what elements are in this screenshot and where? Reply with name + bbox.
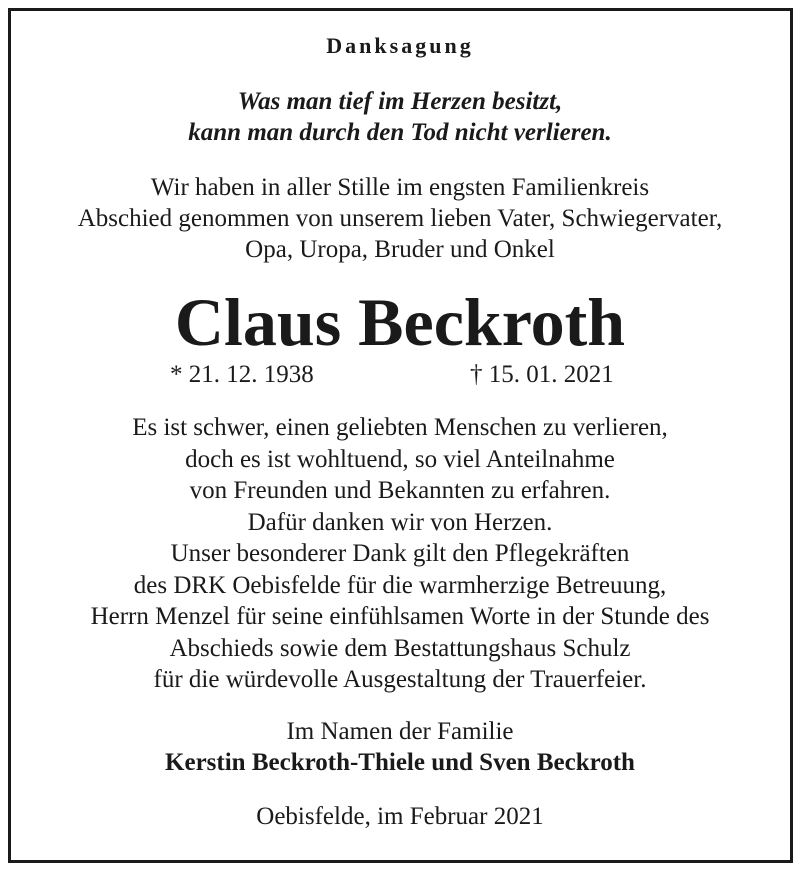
intro-text [0, 172, 800, 265]
birth-date: * 21. 12. 1938 [170, 361, 314, 388]
thanks-line: für die würdevolle Ausgestaltung der Trauerfeier. [153, 666, 647, 693]
death-date: † 15. 01. 2021 [470, 361, 614, 388]
family-names: Kerstin Beckroth-Thiele und Sven Beckroth [165, 749, 635, 776]
thanks-line: Es ist schwer, einen geliebten Menschen zu verlieren, [132, 414, 668, 441]
place-and-date: Oebisfelde, im Februar 2021 [256, 803, 544, 830]
deceased-name: Claus Beckroth [174, 284, 626, 360]
signature-block [0, 716, 800, 778]
thanks-line: von Freunden und Bekannten zu erfahren. [189, 477, 611, 504]
thanks-line: des DRK Oebisfelde für die warmherzige Betreuung, [133, 571, 667, 599]
thanks-line: doch es ist wohltuend, so viel Anteilnahme [185, 445, 615, 473]
on-behalf-text: Im Namen der Familie [286, 718, 514, 745]
intro-line: Opa, Uropa, Bruder und Onkel [245, 236, 555, 263]
notice-heading: Danksagung [326, 33, 474, 58]
thanks-line: Unser besonderer Dank gilt den Pflegekräften [170, 540, 630, 567]
thanks-text [0, 412, 800, 696]
thanks-line: Abschieds sowie dem Bestattungshaus Schulz [169, 634, 631, 662]
intro-line: Abschied genommen von unserem lieben Vater, Schwiegervater, [77, 205, 723, 232]
motto-line: kann man durch den Tod nicht verlieren. [188, 119, 612, 146]
thanks-line: Dafür danken wir von Herzen. [247, 508, 553, 536]
intro-line: Wir haben in aller Stille im engsten Familienkreis [150, 174, 650, 201]
motto-line: Was man tief im Herzen besitzt, [237, 88, 563, 115]
motto-quote [0, 86, 800, 148]
thanks-line: Herrn Menzel für seine einfühlsamen Worte in der Stunde des [90, 603, 710, 630]
